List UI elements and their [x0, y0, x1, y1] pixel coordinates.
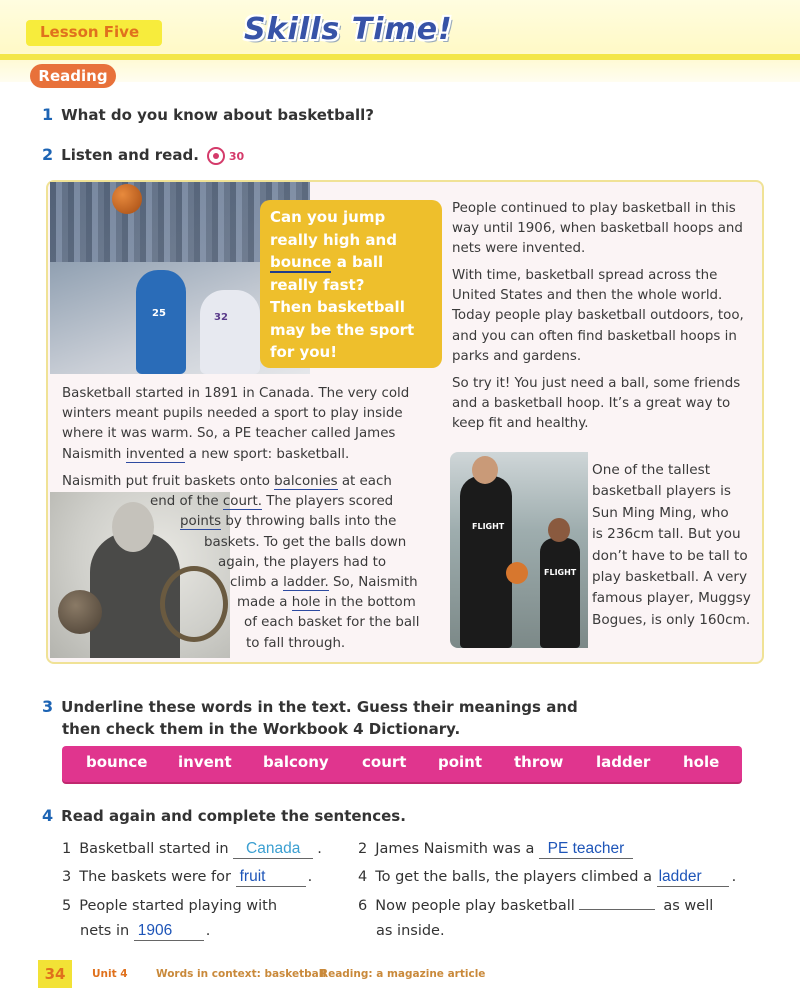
- answer-blank-6[interactable]: [579, 909, 655, 910]
- answer-blank-5[interactable]: 1906: [134, 922, 204, 941]
- jersey-number: 32: [214, 312, 228, 323]
- basketball-icon: [506, 562, 528, 584]
- word-point: point: [438, 753, 483, 771]
- paragraph-2: Naismith put fruit baskets onto balconies at each end of the court. The players scored points by throwing balls into the baskets. To get the balls down again, the players had to climb a ladder. So, Naismith made a hole in the bottom of each basket for the ball to fall through.: [62, 474, 420, 651]
- question-text: What do you know about basketball?: [61, 106, 374, 124]
- word-throw: throw: [514, 753, 564, 771]
- cd-icon[interactable]: [207, 147, 225, 165]
- question-3: 3 Underline these words in the text. Guess their meanings and then check them in the Workbook 4 Dictionary.: [42, 697, 578, 738]
- answer-blank-2[interactable]: PE teacher: [539, 840, 633, 859]
- question-number: 2: [42, 145, 54, 164]
- vocab-ladder: ladder.: [283, 575, 329, 591]
- page-title: Skills Time!: [244, 12, 453, 47]
- question-number: 3: [42, 697, 54, 716]
- word-strip: [62, 746, 742, 782]
- tall-player: FLIGHT: [460, 476, 512, 648]
- word-hole: hole: [683, 753, 720, 771]
- footer-type: Reading: a magazine article: [320, 968, 486, 980]
- paragraph-6: One of the tallest basketball players is Sun Ming Ming, who is 236cm tall. But you don’t have to be tall to play basketball. A very famous player, Muggsy Bogues, is only 160cm.: [592, 462, 751, 628]
- word-balcony: balcony: [263, 753, 329, 771]
- word-invent: invent: [178, 753, 232, 771]
- question-2: [42, 145, 244, 165]
- tall-player-head: [472, 456, 498, 484]
- question-number: 4: [42, 806, 54, 825]
- paragraph-1: Basketball started in 1891 in Canada. The very cold winters meant pupils needed a sport to play inside where it was warm. So, a PE teacher called James Naismith invented a new sport: basketball.: [62, 386, 410, 462]
- answer-blank-4[interactable]: ladder: [657, 868, 729, 887]
- question-1: [42, 105, 374, 124]
- sentence-1: 1 Basketball started in Canada .: [62, 840, 322, 857]
- footer-unit: Unit 4: [92, 968, 128, 980]
- question-text: Listen and read.: [61, 146, 199, 164]
- word-bounce: bounce: [86, 753, 148, 771]
- player-white: [200, 290, 260, 374]
- vocab-points: points: [180, 514, 222, 530]
- question-4: 4 Read again and complete the sentences.: [42, 806, 406, 825]
- short-player: FLIGHT: [540, 538, 580, 648]
- vocab-balconies: balconies: [274, 474, 338, 489]
- paragraph-4: With time, basketball spread across the United States and then the whole world. Today people play basketball outdoors, too, and you can often find basketball hoops in parks and gardens.: [452, 268, 744, 364]
- vocab-bounce: bounce: [270, 253, 332, 271]
- sentence-6: 6 Now people play basketball as well as inside.: [358, 898, 714, 939]
- jersey-number: 25: [152, 308, 166, 319]
- answer-blank-1[interactable]: Canada: [233, 840, 313, 859]
- players-photo: [450, 452, 588, 648]
- question-number: 1: [42, 105, 54, 124]
- callout-text: Can you jump really high and bounce a ball really fast? Then basketball may be the sport for you!: [270, 208, 415, 361]
- header-stripe: [0, 54, 800, 60]
- word-court: court: [362, 753, 407, 771]
- section-badge: Reading: [30, 64, 116, 88]
- sentence-2: 2 James Naismith was a PE teacher: [358, 838, 633, 860]
- paragraph-3: People continued to play basketball in this way until 1906, when basketball hoops and nets were invented.: [452, 201, 743, 257]
- sentence-5: 5 People started playing with nets in 1906 .: [62, 898, 278, 939]
- short-player-head: [548, 518, 570, 542]
- paragraph-5: So try it! You just need a ball, some friends and a basketball hoop. It’s a great way to keep fit and healthy.: [452, 376, 741, 432]
- answer-blank-3[interactable]: fruit: [236, 868, 306, 887]
- page-number: 34: [38, 960, 72, 988]
- vocab-court: court.: [222, 494, 262, 510]
- vocab-hole: hole: [291, 595, 321, 611]
- vocab-invented: invented: [125, 446, 185, 462]
- callout-box: [260, 200, 442, 368]
- track-number: 30: [228, 150, 245, 163]
- lesson-label: Lesson Five: [40, 23, 140, 41]
- sentence-3: 3 The baskets were for fruit .: [62, 868, 313, 885]
- sentence-4: 4 To get the balls, the players climbed a ladder .: [358, 868, 737, 885]
- lesson-tab: [26, 20, 162, 46]
- word-ladder: ladder: [596, 753, 651, 771]
- player-blue: [136, 270, 186, 374]
- footer-context: Words in context: basketball: [156, 968, 326, 980]
- basketball-icon: [112, 184, 142, 214]
